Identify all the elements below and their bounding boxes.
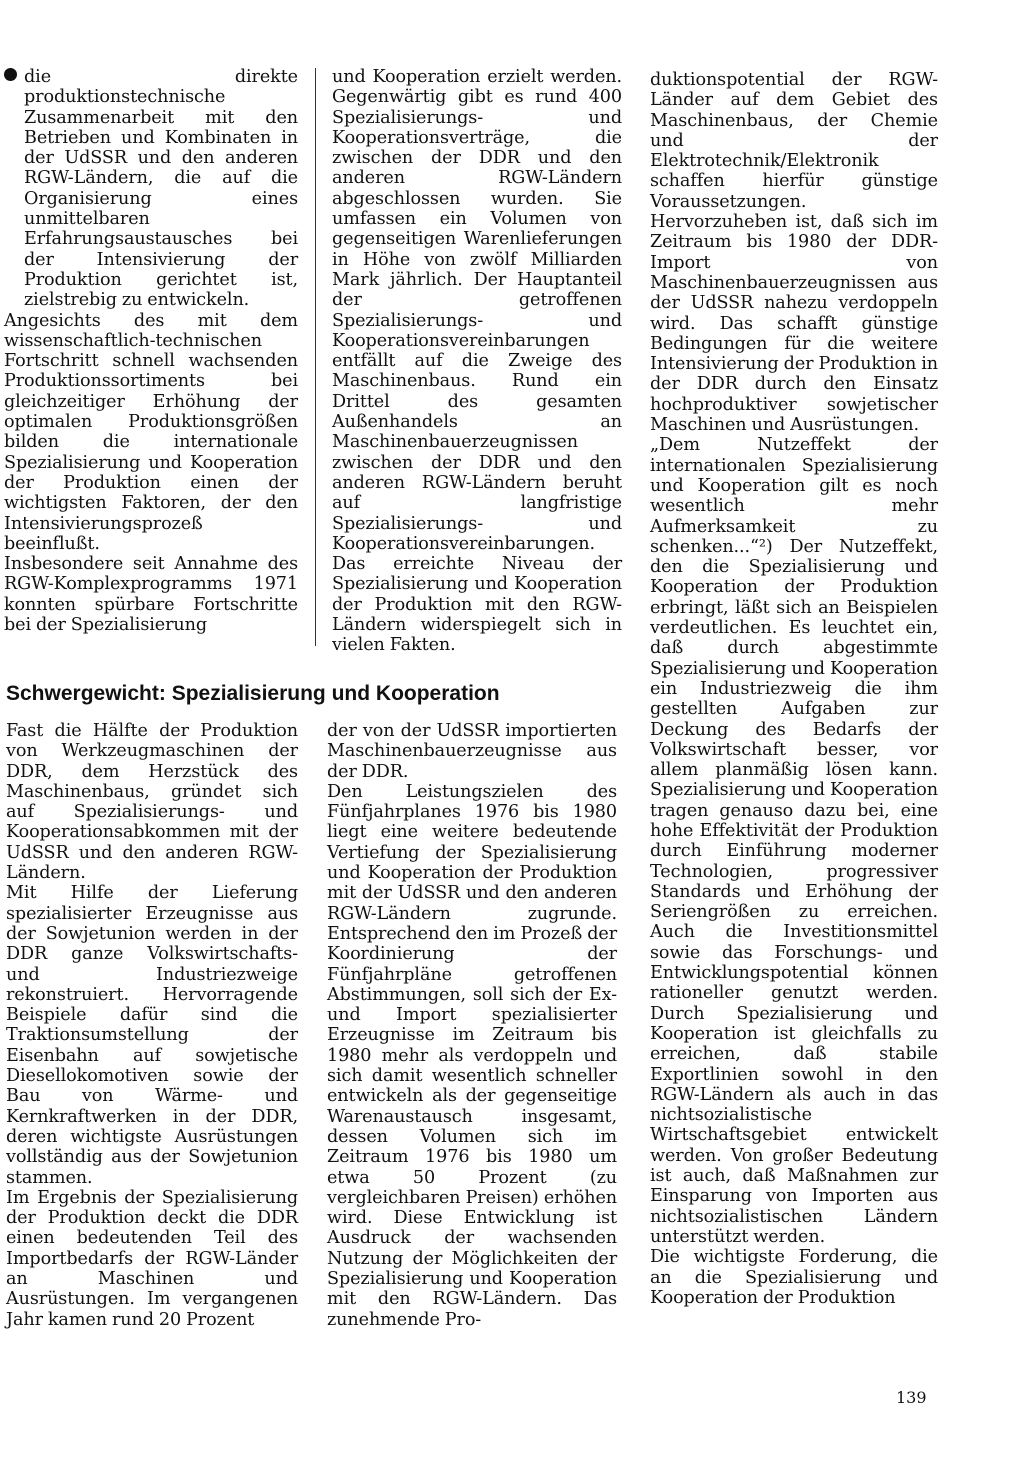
paragraph: der von der UdSSR importierten Maschinenbauerzeugnisse aus der DDR. bbox=[327, 721, 617, 782]
bullet-item-text: die direkte produktionstechnische Zusammenarbeit mit den Betrieben und Kombinaten in der UdSSR und den anderen RGW-Ländern, die auf die Organisierung eines unmittelbaren Erfahrungsaustausches bei der Intensivierung der Produktion gerichtet ist, zielstrebig zu entwickeln. bbox=[24, 67, 298, 311]
paragraph: Angesichts des mit dem wissenschaftlich-technischen Fortschritt schnell wachsenden Produktionssortiments bei gleichzeitiger Erhöhung der optimalen Produktionsgrößen bilden die internationale Spezialisierung und Kooperation der Produktion einen der wichtigsten Faktoren, der den Intensivierungsprozeß beeinflußt. bbox=[4, 310, 298, 554]
paragraph: Im Ergebnis der Spezialisierung der Produktion deckt die DDR einen bedeutenden Teil des Importbedarfs der RGW-Länder an Maschinen und Ausrüstungen. Im vergangenen Jahr kamen rund 20 Prozent bbox=[6, 1187, 298, 1330]
paragraph: duktionspotential der RGW-Länder auf dem Gebiet des Maschinenbaus, der Chemie und der Elektrotechnik/Elektronik schaffen hierfür günstige Voraussetzungen. bbox=[650, 70, 938, 212]
column-top-left bbox=[4, 67, 298, 635]
paragraph: Die wichtigste Forderung, die an die Spezialisierung und Kooperation der Produktion bbox=[650, 1247, 938, 1308]
paragraph: „Dem Nutzeffekt der internationalen Spezialisierung und Kooperation gilt es noch wesentlich mehr Aufmerksamkeit zu schenken...“²) Der Nutzeffekt, den die Spezialisierung und Kooperation der Produktion erbringt, läßt sich an Beispielen verdeutlichen. Es leuchtet ein, daß durch abgestimmte Spezialisierung und Kooperation ein Industriezweig die ihm gestellten Aufgaben zur Deckung des Bedarfs der Volkswirtschaft besser, vor allem planmäßig lösen kann. Spezialisierung und Kooperation tragen genauso dazu bei, eine hohe Effektivität der Produktion durch Einführung moderner Technologien, progressiver Standards und Erhöhung der Seriengrößen zu erreichen. Auch die Investitionsmittel sowie das Forschungs- und Entwicklungspotential können rationeller genutzt werden. Durch Spezialisierung und Kooperation ist gleichfalls zu erreichen, daß stabile Exportlinien sowohl in den RGW-Ländern als auch in das nichtsozialistische Wirtschaftsgebiet entwickelt werden. Von großer Bedeutung ist auch, daß Maßnahmen zur Einsparung von Importen aus nichtsozialistischen Ländern unterstützt werden. bbox=[650, 435, 938, 1247]
paragraph: Insbesondere seit Annahme des RGW-Komplexprogramms 1971 konnten spürbare Fortschritte bei der Spezialisierung bbox=[4, 554, 298, 636]
paragraph: Hervorzuheben ist, daß sich im Zeitraum bis 1980 der DDR-Import von Maschinenbauerzeugnissen aus der UdSSR nahezu verdoppeln wird. Das schafft günstige Bedingungen für die weitere Intensivierung der Produktion in der DDR durch den Einsatz hochproduktiver sowjetischer Maschinen und Ausrüstungen. bbox=[650, 212, 938, 436]
paragraph: und Kooperation erzielt werden. Gegenwärtig gibt es rund 400 Spezialisierungs- und Kooperationsverträge, die zwischen der DDR und den anderen RGW-Ländern abgeschlossen wurden. Sie umfassen ein Volumen von gegenseitigen Warenlieferungen in Höhe von zwölf Milliarden Mark jährlich. Der Hauptanteil der getroffenen Spezialisierungs- und Kooperationsvereinbarungen entfällt auf die Zweige des Maschinenbaus. Rund ein Drittel des gesamten Außenhandels an Maschinenbauerzeugnissen zwischen der DDR und den anderen RGW-Ländern beruht auf langfristige Spezialisierungs- und Kooperationsvereinbarungen. Das erreichte Niveau der Spezialisierung und Kooperation der Produktion mit den RGW-Ländern widerspiegelt sich in vielen Fakten. bbox=[332, 67, 622, 656]
column-right bbox=[650, 70, 938, 1308]
page-number: 139 bbox=[896, 1388, 927, 1407]
column-bottom-middle bbox=[327, 721, 617, 1330]
column-top-middle bbox=[332, 67, 622, 656]
paragraph: Fast die Hälfte der Produktion von Werkzeugmaschinen der DDR, dem Herzstück des Maschinenbaus, gründet sich auf Spezialisierungs- und Kooperationsabkommen mit der UdSSR und den anderen RGW-Ländern. bbox=[6, 721, 298, 884]
paragraph: Mit Hilfe der Lieferung spezialisierter Erzeugnisse aus der Sowjetunion werden in der DDR ganze Volkswirtschafts- und Industriezweige rekonstruiert. Hervorragende Beispiele dafür sind die Traktionsumstellung der Eisenbahn auf sowjetische Diesellokomotiven sowie der Bau von Wärme- und Kernkraftwerken in der DDR, deren wichtigste Ausrüstungen vollständig aus der Sowjetunion stammen. bbox=[6, 883, 298, 1188]
paragraph: Den Leistungszielen des Fünfjahrplanes 1976 bis 1980 liegt eine weitere bedeutende Vertiefung der Spezialisierung und Kooperation der Produktion mit der UdSSR und den anderen RGW-Ländern zugrunde. Entsprechend den im Prozeß der Koordinierung der Fünfjahrpläne getroffenen Abstimmungen, soll sich der Ex- und Import spezialisierter Erzeugnisse im Zeitraum bis 1980 mehr als verdoppeln und sich damit wesentlich schneller entwickeln als der gegenseitige Warenaustausch insgesamt, dessen Volumen sich im Zeitraum 1976 bis 1980 um etwa 50 Prozent (zu vergleichbaren Preisen) erhöhen wird. Diese Entwicklung ist Ausdruck der wachsenden Nutzung der Möglichkeiten der Spezialisierung und Kooperation mit den RGW-Ländern. Das zunehmende Pro- bbox=[327, 781, 617, 1330]
column-bottom-left bbox=[6, 721, 298, 1330]
column-divider bbox=[315, 68, 316, 646]
section-heading: Schwergewicht: Spezialisierung und Kooperation bbox=[6, 682, 500, 705]
